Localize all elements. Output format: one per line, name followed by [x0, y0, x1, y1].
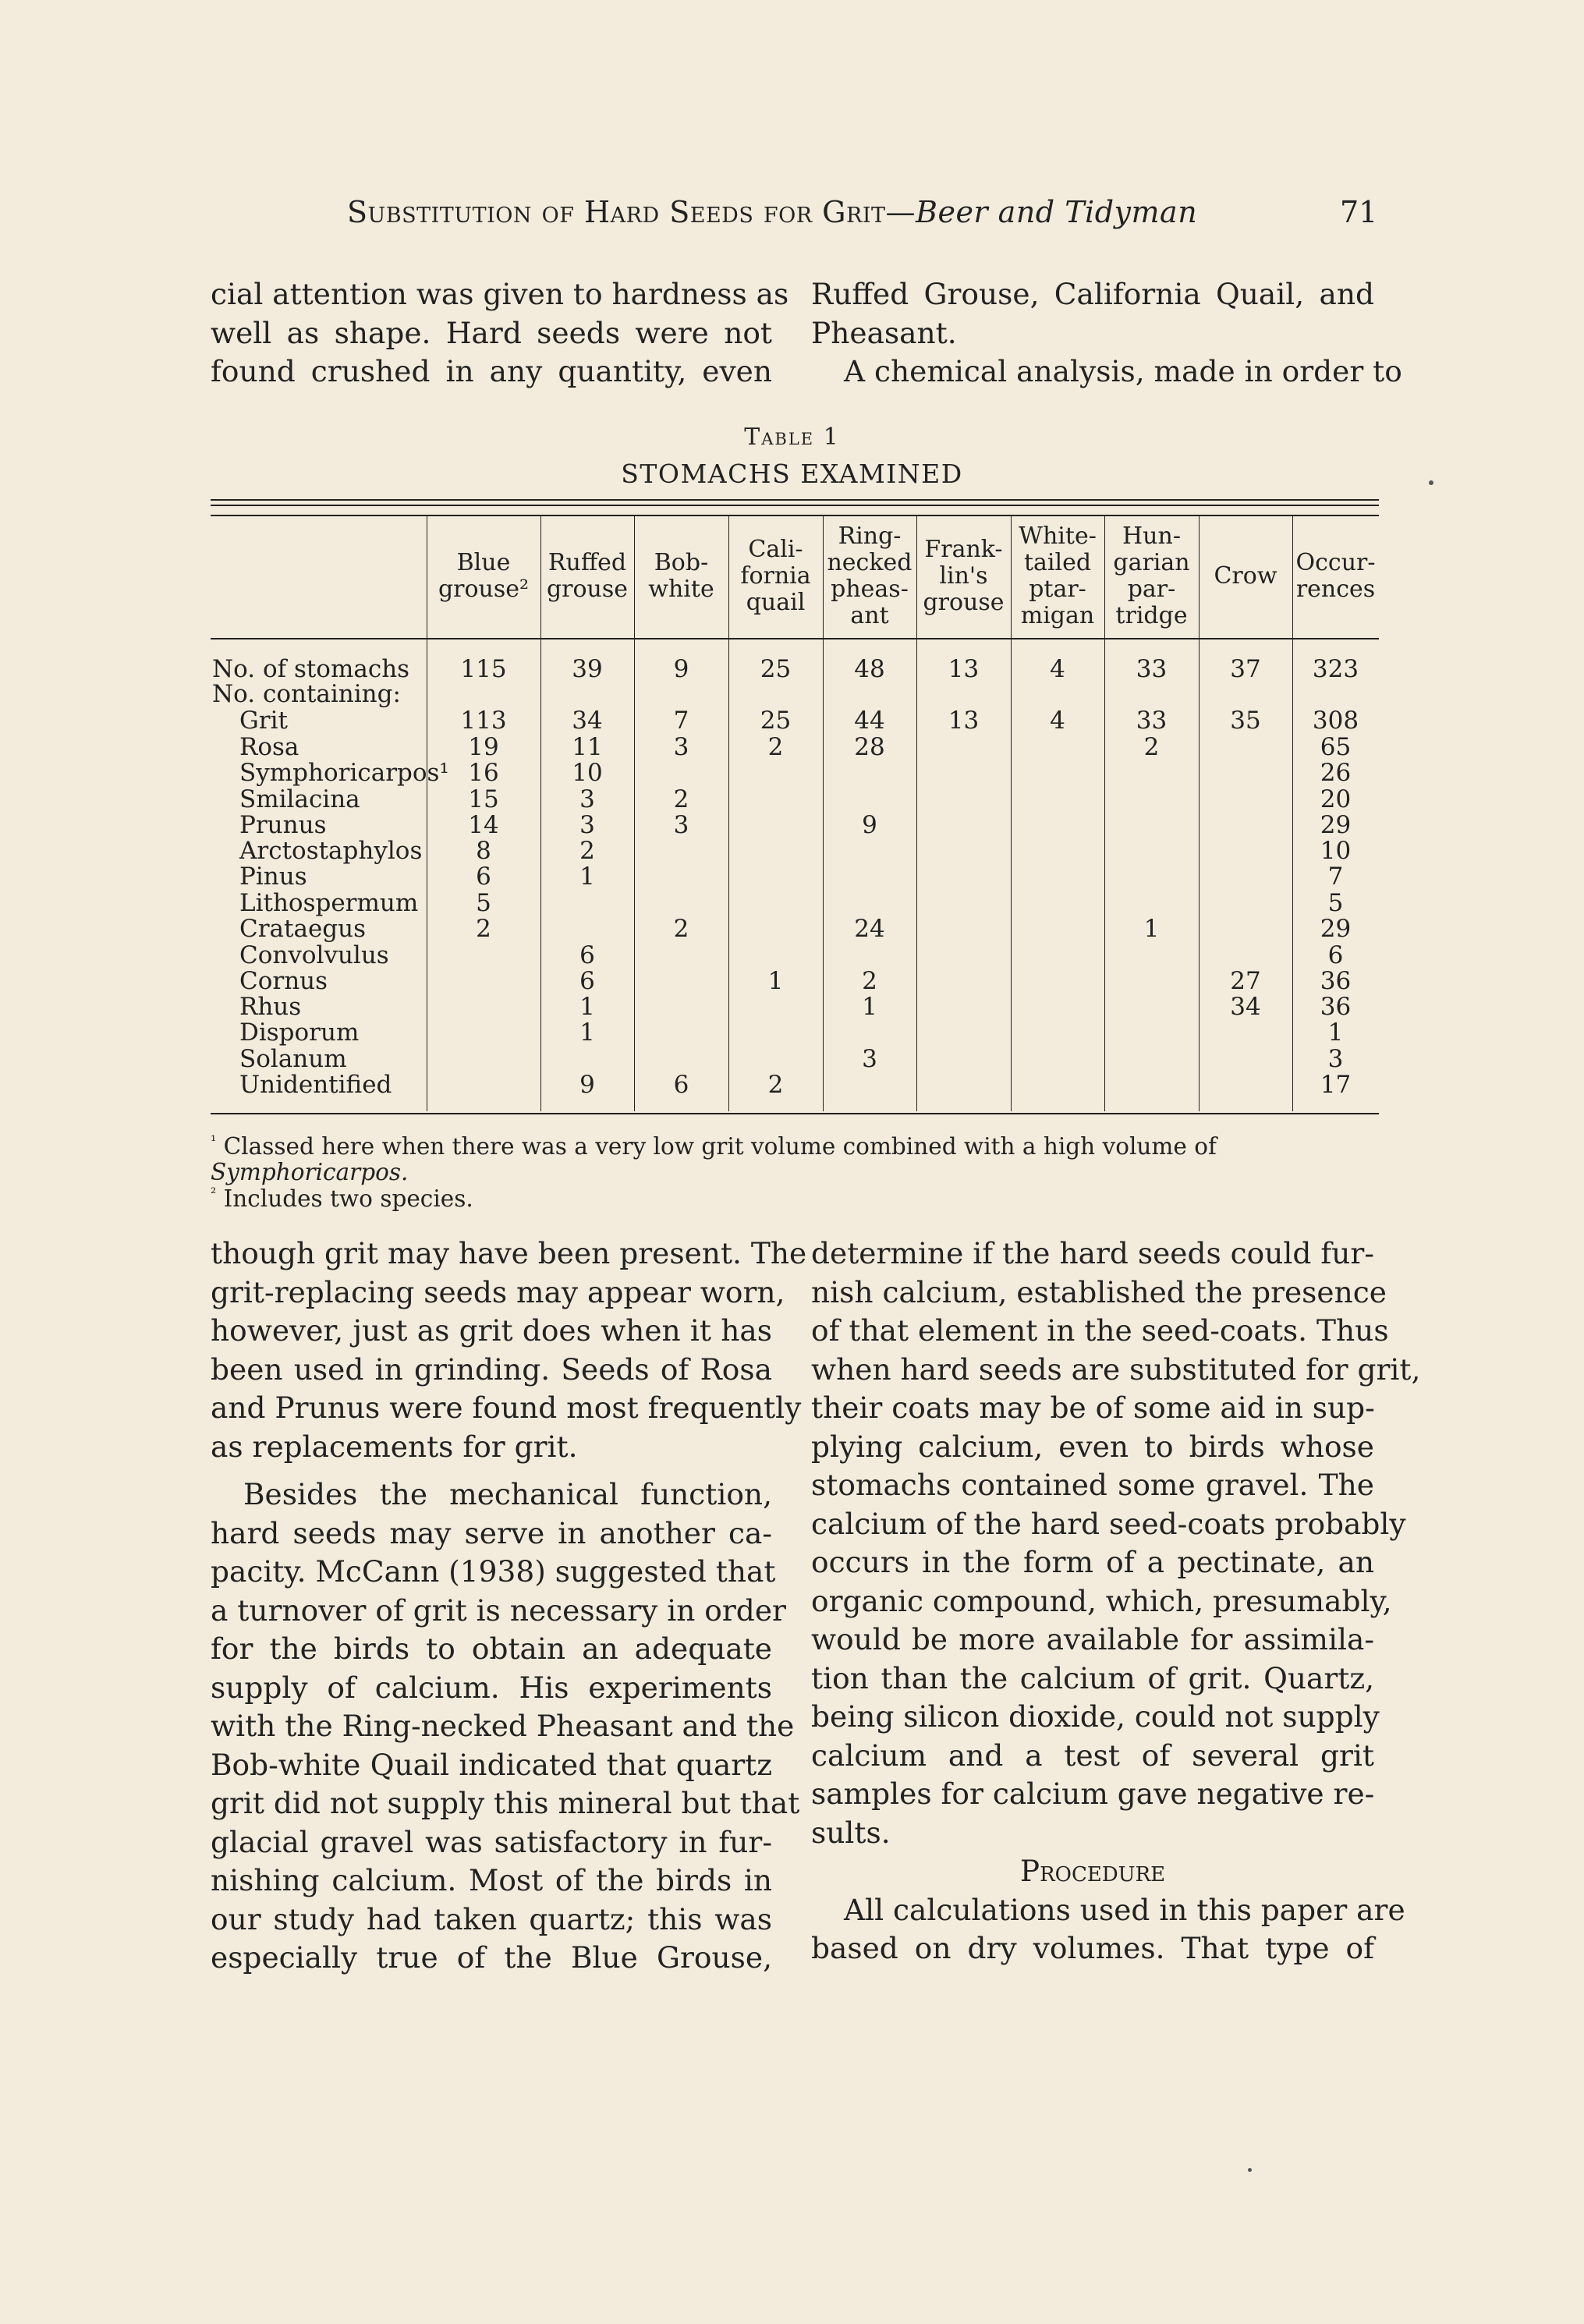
table-cell: 48	[854, 655, 885, 683]
text-line: occurs in the form of a pectinate, an	[811, 1545, 1374, 1579]
text-line: based on dry volumes. That type of	[811, 1931, 1374, 1965]
table-cell: 5	[476, 889, 491, 917]
footnote-1-text: Classed here when there was a very low grit volume combined with a high volume of	[223, 1132, 1217, 1160]
text-line: a turnover of grit is necessary in order	[211, 1592, 786, 1628]
table-cell: 39	[572, 655, 603, 683]
table-cell: 2	[1143, 733, 1160, 761]
table-header-line: tailed	[1023, 549, 1092, 576]
table-row-label: Convolvulus	[239, 941, 389, 969]
footnote-1	[211, 1128, 1217, 1185]
table-cell: 1	[1327, 1019, 1344, 1047]
table-header-line: garian	[1113, 549, 1190, 576]
table-header-line: tridge	[1115, 602, 1188, 629]
table-column-header	[540, 550, 634, 603]
text-line: pacity. McCann (1938) suggested that	[211, 1554, 776, 1589]
table-row-label: Prunus	[239, 811, 327, 839]
text-line: though grit may have been present. The	[211, 1236, 807, 1270]
text-line: as replacements for grit.	[211, 1429, 578, 1464]
table-cell: 2	[476, 915, 491, 943]
table-cell: 17	[1320, 1071, 1352, 1099]
text-line: stomachs contained some gravel. The	[811, 1468, 1374, 1502]
table-cell: 36	[1320, 993, 1352, 1021]
table-cell: 27	[1230, 967, 1261, 995]
table-column-header	[427, 550, 540, 603]
table-cell: 26	[1320, 759, 1352, 787]
table-cell: 3	[673, 811, 689, 839]
page-number: 71	[1340, 195, 1378, 229]
table-cell: 3	[579, 785, 595, 813]
text-line: especially true of the Blue Grouse,	[211, 1940, 772, 1975]
table-header-line: necked	[827, 549, 912, 576]
text-line: their coats may be of some aid in sup-	[811, 1391, 1375, 1425]
table-header-line: White-	[1019, 523, 1097, 550]
text-line: when hard seeds are substituted for grit,	[811, 1352, 1421, 1387]
table-header-line: grouse	[546, 576, 629, 603]
table-cell: 16	[468, 759, 499, 787]
table-header-line: Crow	[1214, 562, 1277, 590]
table-cell: 2	[767, 733, 784, 761]
speck-mark	[1248, 2168, 1252, 2172]
table-header-top-rule	[211, 515, 1379, 516]
table-cell: 7	[1327, 863, 1344, 891]
text-line: and Prunus were found most frequently	[211, 1391, 802, 1425]
table-header-line: grouse	[923, 589, 1005, 616]
table-top-rule-2	[211, 505, 1379, 506]
text-line: being silicon dioxide, could not supply	[811, 1699, 1380, 1734]
table-header-line: pheas-	[831, 576, 909, 603]
table-cell: 35	[1230, 707, 1261, 735]
table-row-label: Solanum	[239, 1045, 347, 1073]
text-line: would be more available for assimila-	[811, 1622, 1374, 1656]
text-line: Bob-white Quail indicated that quartz	[211, 1747, 772, 1782]
speck-mark	[1429, 480, 1433, 485]
text-line: grit-replacing seeds may appear worn,	[211, 1274, 785, 1309]
table-header-line: quail	[746, 589, 806, 616]
table-cell: 3	[1327, 1045, 1344, 1073]
table-cell: 2	[862, 967, 877, 995]
table-cell: 9	[862, 811, 877, 839]
table-row-label: Rosa	[239, 733, 299, 761]
text-line: nish calcium, established the presence	[811, 1274, 1387, 1309]
table-row-label: Grit	[239, 707, 288, 735]
table-cell: 6	[476, 863, 491, 891]
table-bottom-rule	[211, 1113, 1379, 1114]
table-row-label: No. of stomachs	[212, 655, 410, 683]
table-column-header	[1292, 550, 1379, 603]
table-cell: 11	[572, 733, 603, 761]
table-cell: 4	[1050, 655, 1065, 683]
table-cell: 2	[579, 837, 595, 865]
table-column-header	[823, 523, 916, 629]
table-cell: 2	[673, 785, 689, 813]
table-cell: 20	[1320, 785, 1352, 813]
running-title: Substitution of Hard Seeds for Grit	[347, 195, 886, 229]
table-header-line: Bob-	[654, 549, 709, 576]
text-line: well as shape. Hard seeds were not	[211, 315, 772, 350]
table-row-label: Arctostaphylos	[239, 837, 423, 865]
table-title: STOMACHS EXAMINED	[621, 459, 963, 489]
text-line: tion than the calcium of grit. Quartz,	[811, 1660, 1374, 1695]
section-heading-procedure: Procedure	[1019, 1854, 1166, 1888]
table-column-divider	[1199, 515, 1200, 1111]
text-line: sults.	[811, 1815, 891, 1850]
table-column-header	[916, 537, 1011, 616]
table-row-label: Symphoricarpos¹	[239, 759, 449, 787]
table-cell: 10	[572, 759, 603, 787]
table-cell: 1	[1143, 915, 1160, 943]
table-cell: 323	[1312, 655, 1359, 683]
text-line: with the Ring-necked Pheasant and the	[211, 1709, 795, 1743]
text-line: been used in grinding. Seeds of Rosa	[211, 1352, 772, 1387]
table-cell: 4	[1050, 707, 1065, 735]
table-header-line: par-	[1127, 576, 1176, 603]
table-header-line: ant	[850, 602, 889, 629]
table-cell: 28	[854, 733, 885, 761]
text-line: calcium and a test of several grit	[811, 1738, 1374, 1773]
table-column-header	[634, 550, 728, 603]
table-cell: 10	[1320, 837, 1352, 865]
table-cell: 25	[760, 655, 792, 683]
text-column-top-left	[211, 275, 789, 391]
text-line: determine if the hard seeds could fur-	[811, 1236, 1374, 1270]
table-row-label: Rhus	[239, 993, 302, 1021]
text-line: plying calcium, even to birds whose	[811, 1429, 1374, 1464]
table-cell: 13	[948, 707, 980, 735]
table-cell: 7	[673, 707, 689, 735]
text-line: cial attention was given to hardness as	[211, 277, 789, 311]
text-line: organic compound, which, presumably,	[811, 1583, 1392, 1618]
text-line: of that element in the seed-coats. Thus	[811, 1313, 1389, 1348]
table-header-bottom-rule	[211, 638, 1379, 639]
table-cell: 44	[854, 707, 885, 735]
table-row-label: Unidentified	[239, 1071, 392, 1099]
table-cell: 6	[579, 941, 595, 969]
table-cell: 14	[468, 811, 499, 839]
table-header-line: ptar-	[1029, 576, 1086, 603]
table-column-header	[1011, 523, 1104, 629]
text-line: Pheasant.	[811, 315, 957, 350]
table-cell: 1	[579, 863, 595, 891]
text-line: glacial gravel was satisfactory in fur-	[211, 1824, 772, 1859]
table-header-line: grouse²	[438, 576, 530, 603]
text-line: calcium of the hard seed-coats probably	[811, 1506, 1406, 1541]
text-line: hard seeds may serve in another ca-	[211, 1515, 772, 1550]
table-row-label: Lithospermum	[239, 889, 419, 917]
table-cell: 9	[673, 655, 689, 683]
table-cell: 29	[1320, 811, 1352, 839]
table-header-line: rences	[1295, 576, 1376, 603]
table-header-line: Cali-	[748, 536, 803, 563]
table-cell: 9	[579, 1071, 595, 1099]
table-cell: 3	[579, 811, 595, 839]
table-row-label: No. containing:	[212, 680, 401, 708]
table-cell: 24	[854, 915, 885, 943]
table-cell: 34	[1230, 993, 1261, 1021]
table-cell: 3	[673, 733, 689, 761]
table-cell: 5	[1327, 889, 1344, 917]
text-line: for the birds to obtain an adequate	[211, 1631, 772, 1666]
table-cell: 34	[572, 707, 603, 735]
text-line: Besides the mechanical function,	[243, 1477, 772, 1511]
table-header-line: Blue	[456, 549, 511, 576]
text-column-bottom-left	[211, 1235, 807, 1978]
table-column-header	[1104, 523, 1199, 629]
table-header-line: Ring-	[838, 523, 902, 550]
table-cell: 2	[673, 915, 689, 943]
table-header-line: Occur-	[1295, 549, 1376, 576]
table-label: Table 1	[744, 423, 840, 451]
text-line: our study had taken quartz; this was	[211, 1901, 772, 1936]
title-dash: —	[885, 195, 916, 229]
table-row-label: Smilacina	[239, 785, 360, 813]
text-line: nishing calcium. Most of the birds in	[211, 1863, 772, 1897]
table-header-line: lin's	[939, 562, 988, 590]
table-cell: 1	[767, 967, 784, 995]
text-line: samples for calcium gave negative re-	[811, 1777, 1375, 1811]
footnote-2	[211, 1181, 473, 1212]
table-header-line: fornia	[740, 562, 811, 590]
table-top-rule	[211, 499, 1379, 501]
table-header-line: white	[648, 576, 714, 603]
paragraph-gap	[211, 1466, 772, 1476]
text-line: however, just as grit does when it has	[211, 1313, 772, 1348]
text-line: supply of calcium. His experiments	[211, 1670, 772, 1705]
table-cell: 113	[460, 707, 507, 735]
table-row-label: Pinus	[239, 863, 307, 891]
footnote-2-mark: ²	[211, 1185, 217, 1202]
table-cell: 1	[862, 993, 877, 1021]
table-cell: 115	[460, 655, 507, 683]
table-cell: 6	[579, 967, 595, 995]
table-cell: 308	[1312, 707, 1359, 735]
table-header-line: Frank-	[924, 536, 1003, 563]
text-column-top-right	[811, 275, 1402, 391]
table-column-header	[1199, 563, 1292, 590]
text-line: A chemical analysis, made in order to	[844, 354, 1402, 388]
table-row-label: Cornus	[239, 967, 328, 995]
table-cell: 19	[468, 733, 499, 761]
table-cell: 33	[1136, 655, 1168, 683]
table-header-line: migan	[1020, 602, 1095, 629]
table-cell: 8	[476, 837, 491, 865]
table-cell: 33	[1136, 707, 1168, 735]
table-cell: 3	[862, 1045, 877, 1073]
table-cell: 13	[948, 655, 980, 683]
running-header	[347, 195, 1197, 229]
table-header-line: Hun-	[1122, 523, 1181, 550]
table-cell: 25	[760, 707, 792, 735]
footnote-1-italic: Symphoricarpos.	[211, 1158, 409, 1185]
table-cell: 15	[468, 785, 499, 813]
table-cell: 1	[579, 993, 595, 1021]
table-row-label: Disporum	[239, 1019, 360, 1047]
table-cell: 36	[1320, 967, 1352, 995]
text-line: All calculations used in this paper are	[844, 1892, 1405, 1927]
footnote-1-mark: ¹	[211, 1133, 217, 1150]
table-cell: 65	[1320, 733, 1352, 761]
footnote-2-text: Includes two species.	[223, 1185, 473, 1212]
text-line: Ruffed Grouse, California Quail, and	[811, 277, 1374, 311]
table-cell: 29	[1320, 915, 1352, 943]
table-row-label: Crataegus	[239, 915, 367, 943]
table-cell: 2	[767, 1071, 784, 1099]
table-column-header	[728, 537, 823, 616]
text-line: found crushed in any quantity, even	[211, 354, 772, 388]
table-header-line: Ruffed	[547, 549, 627, 576]
table-cell: 6	[1327, 941, 1344, 969]
text-column-bottom-right	[811, 1235, 1421, 1968]
table-cell: 1	[579, 1019, 595, 1047]
text-line: grit did not supply this mineral but that	[211, 1786, 800, 1820]
running-authors: Beer and Tidyman	[916, 195, 1198, 229]
table-cell: 6	[673, 1071, 689, 1099]
table-cell: 37	[1230, 655, 1261, 683]
